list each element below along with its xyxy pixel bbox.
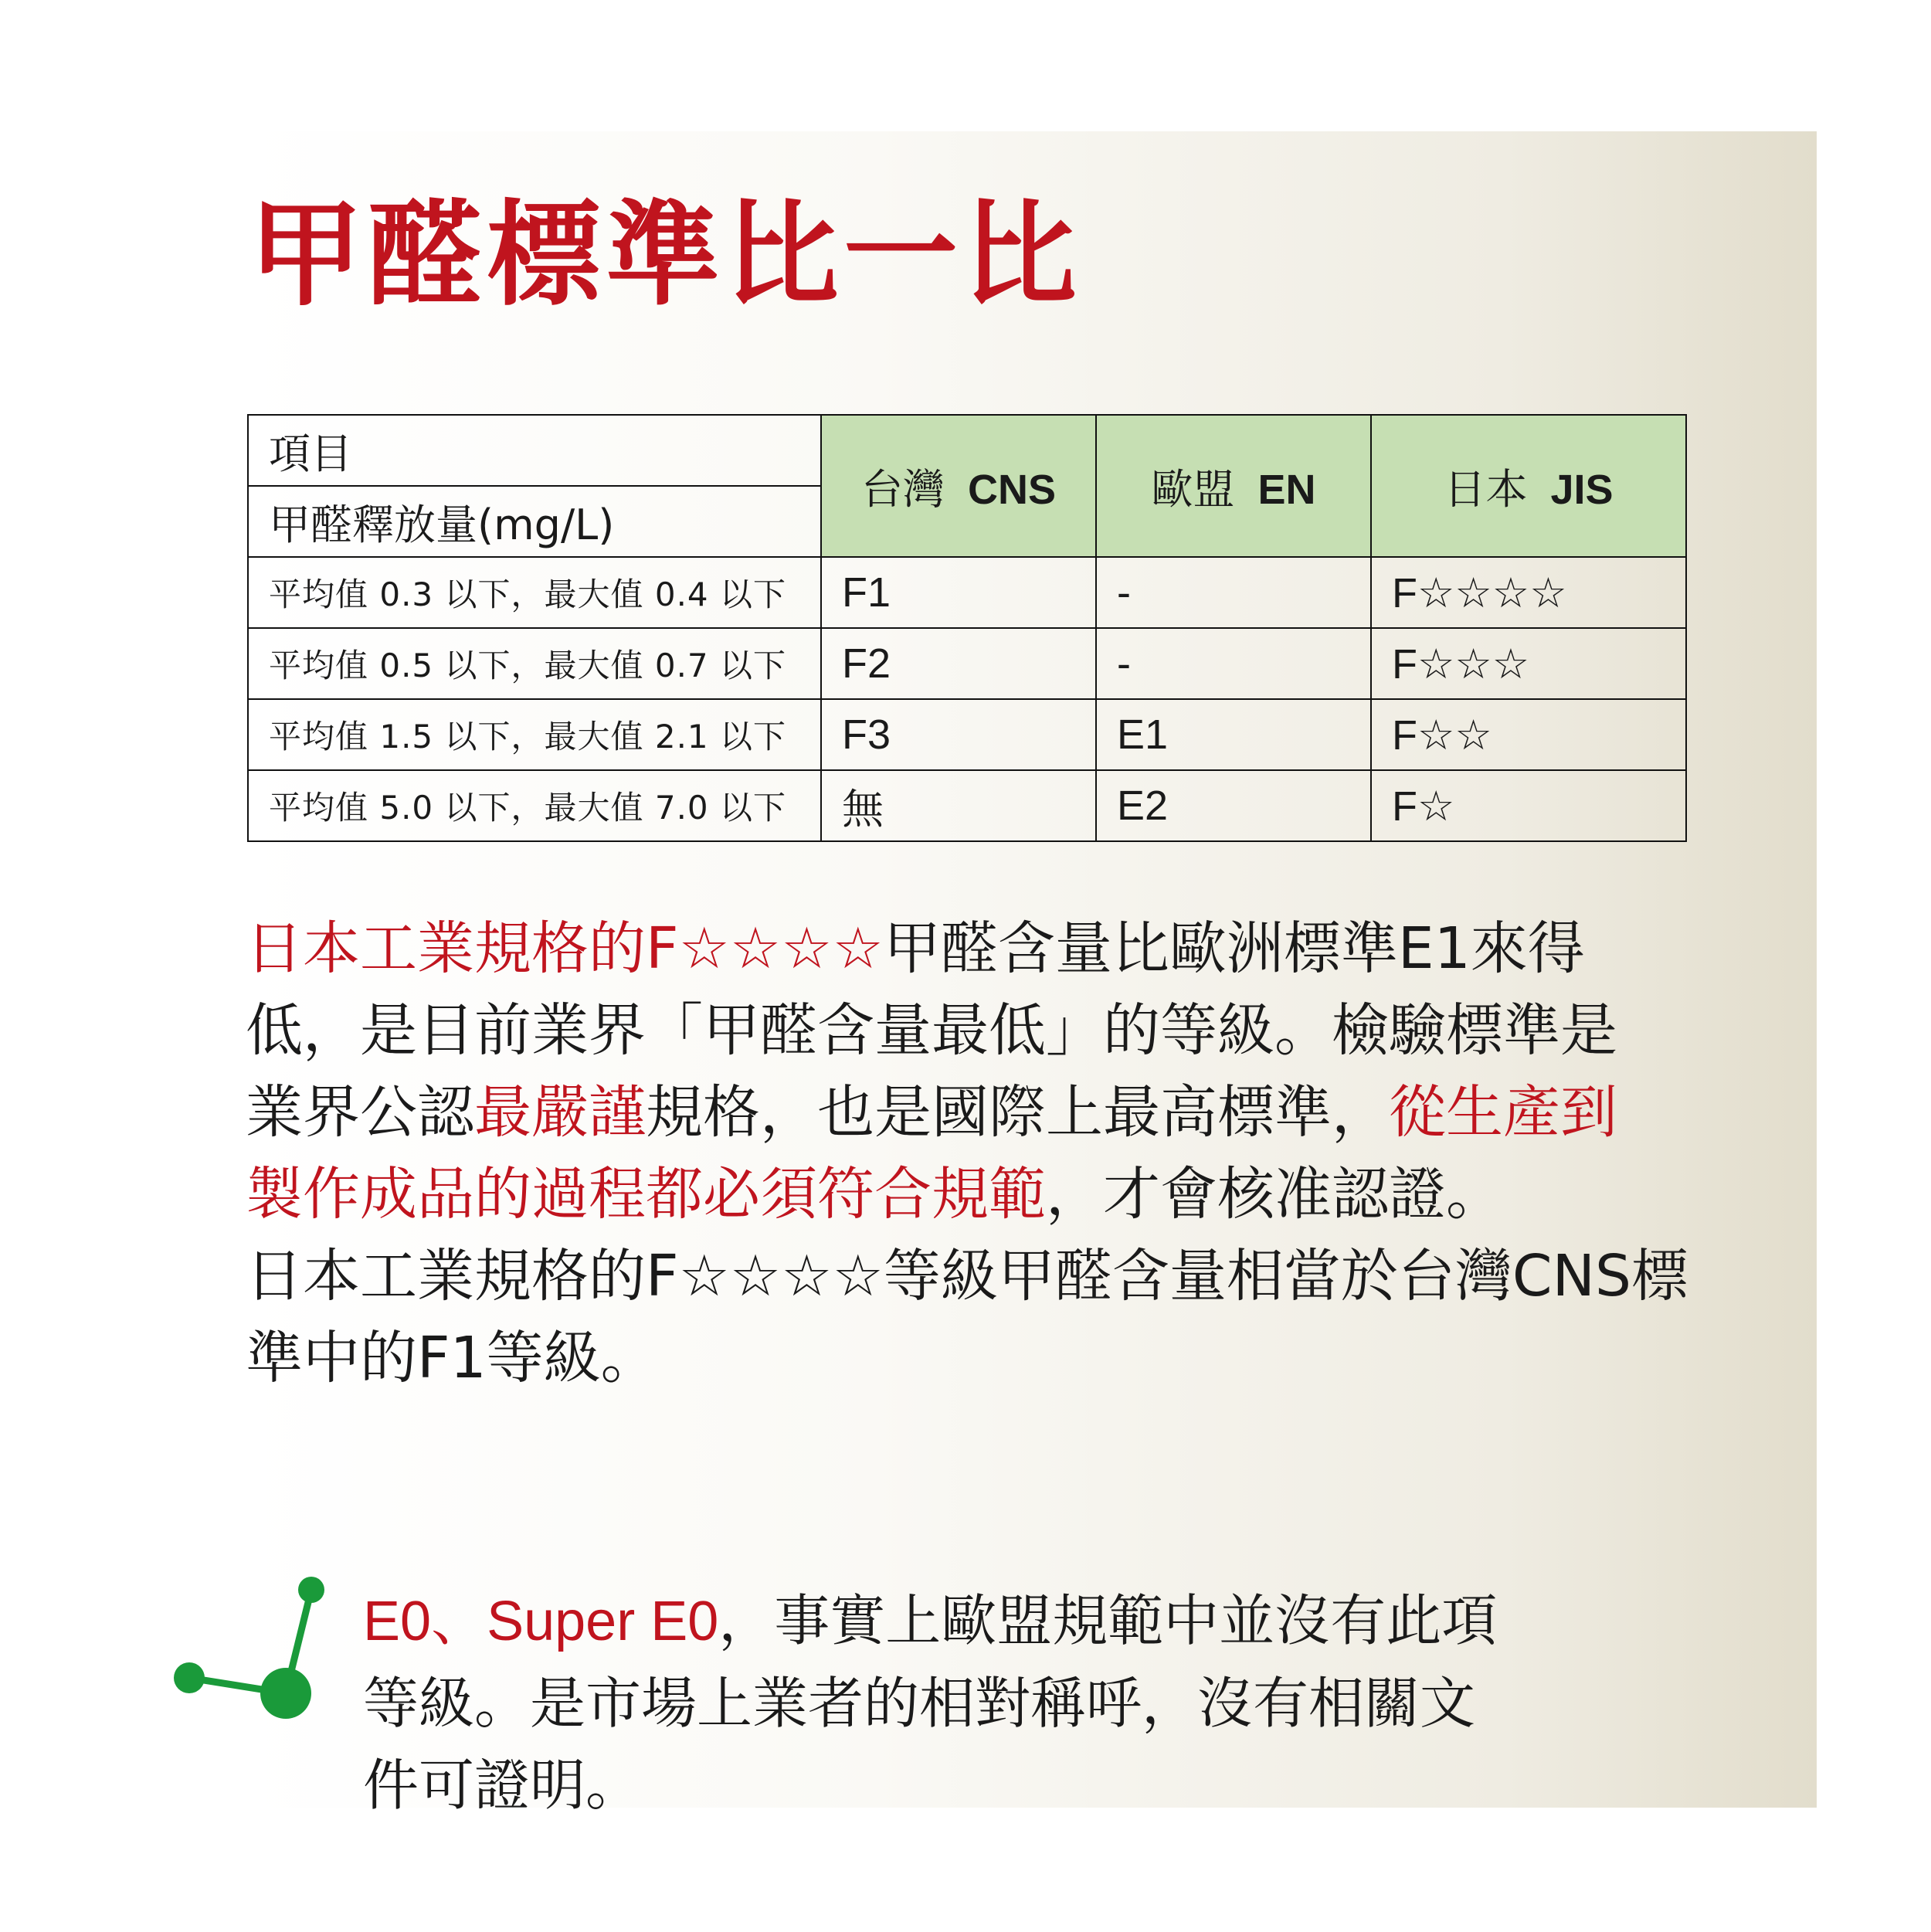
header-en: [1096, 415, 1371, 557]
body-text: ，才會核准認證。: [1046, 1161, 1503, 1227]
row-item: 平均值 1.5 以下，最大值 2.1 以下: [248, 699, 821, 770]
paragraph-line: 低，是目前業界「甲醛含量最低」的等級。檢驗標準是: [246, 997, 1617, 1064]
highlight-text: 從生產到: [1389, 1079, 1617, 1146]
row-en: E2: [1096, 770, 1371, 841]
row-cns: F1: [821, 557, 1096, 628]
description-paragraph: [246, 908, 1713, 1399]
molecule-icon: [166, 1576, 336, 1723]
header-item: 項目: [248, 415, 821, 486]
paragraph-line: [246, 908, 1713, 990]
header-jis: [1371, 415, 1686, 557]
page-title: 甲醛標準比一比: [249, 188, 1081, 321]
row-item: 平均值 0.5 以下，最大值 0.7 以下: [248, 628, 821, 699]
header-cns: [821, 415, 1096, 557]
highlight-text: 製作成品的過程都必須符合規範: [246, 1161, 1046, 1227]
body-text: 業界公認: [246, 1079, 474, 1146]
header-jis-label: 日本: [1444, 464, 1528, 514]
e0-note: [363, 1580, 1676, 1826]
note-line: [363, 1580, 1676, 1662]
row-en: -: [1096, 557, 1371, 628]
row-jis: F☆☆: [1371, 699, 1686, 770]
row-en: -: [1096, 628, 1371, 699]
paragraph-line: 日本工業規格的F☆☆☆☆等級甲醛含量相當於台灣CNS標: [246, 1243, 1688, 1309]
header-en-code: EN: [1257, 466, 1316, 513]
table-row: [248, 557, 1686, 628]
paragraph-line: 準中的F1等級。: [246, 1325, 658, 1391]
formaldehyde-standards-table: [247, 414, 1687, 842]
header-cns-code: CNS: [967, 466, 1056, 513]
row-cns: F2: [821, 628, 1096, 699]
header-sub-item: 甲醛釋放量(mg/L): [248, 486, 821, 557]
header-cns-label: 台灣: [860, 464, 945, 514]
body-text: 甲醛含量比歐洲標準E1來得: [883, 915, 1585, 982]
header-en-label: 歐盟: [1151, 464, 1235, 514]
row-cns: 無: [821, 770, 1096, 841]
note-line: 等級。是市場上業者的相對稱呼，沒有相關文: [363, 1671, 1476, 1736]
row-cns: F3: [821, 699, 1096, 770]
highlight-text: 日本工業規格的F☆☆☆☆: [246, 915, 884, 982]
row-item: 平均值 5.0 以下，最大值 7.0 以下: [248, 770, 821, 841]
note-line: 件可證明。: [363, 1753, 642, 1818]
header-jis-code: JIS: [1550, 466, 1614, 513]
body-text: 規格，也是國際上最高標準，: [646, 1079, 1389, 1146]
row-jis: F☆: [1371, 770, 1686, 841]
row-jis: F☆☆☆☆: [1371, 557, 1686, 628]
row-jis: F☆☆☆: [1371, 628, 1686, 699]
table-row: [248, 699, 1686, 770]
table-row: [248, 770, 1686, 841]
row-en: E1: [1096, 699, 1371, 770]
row-item: 平均值 0.3 以下，最大值 0.4 以下: [248, 557, 821, 628]
table-header-row: [248, 415, 1686, 486]
note-text: ，事實上歐盟規範中並沒有此項: [718, 1588, 1498, 1653]
note-highlight: E0、Super E0: [363, 1591, 719, 1652]
table-row: [248, 628, 1686, 699]
paragraph-line: [246, 1071, 1713, 1153]
highlight-text: 最嚴謹: [474, 1079, 646, 1146]
paragraph-line: [246, 1153, 1713, 1235]
